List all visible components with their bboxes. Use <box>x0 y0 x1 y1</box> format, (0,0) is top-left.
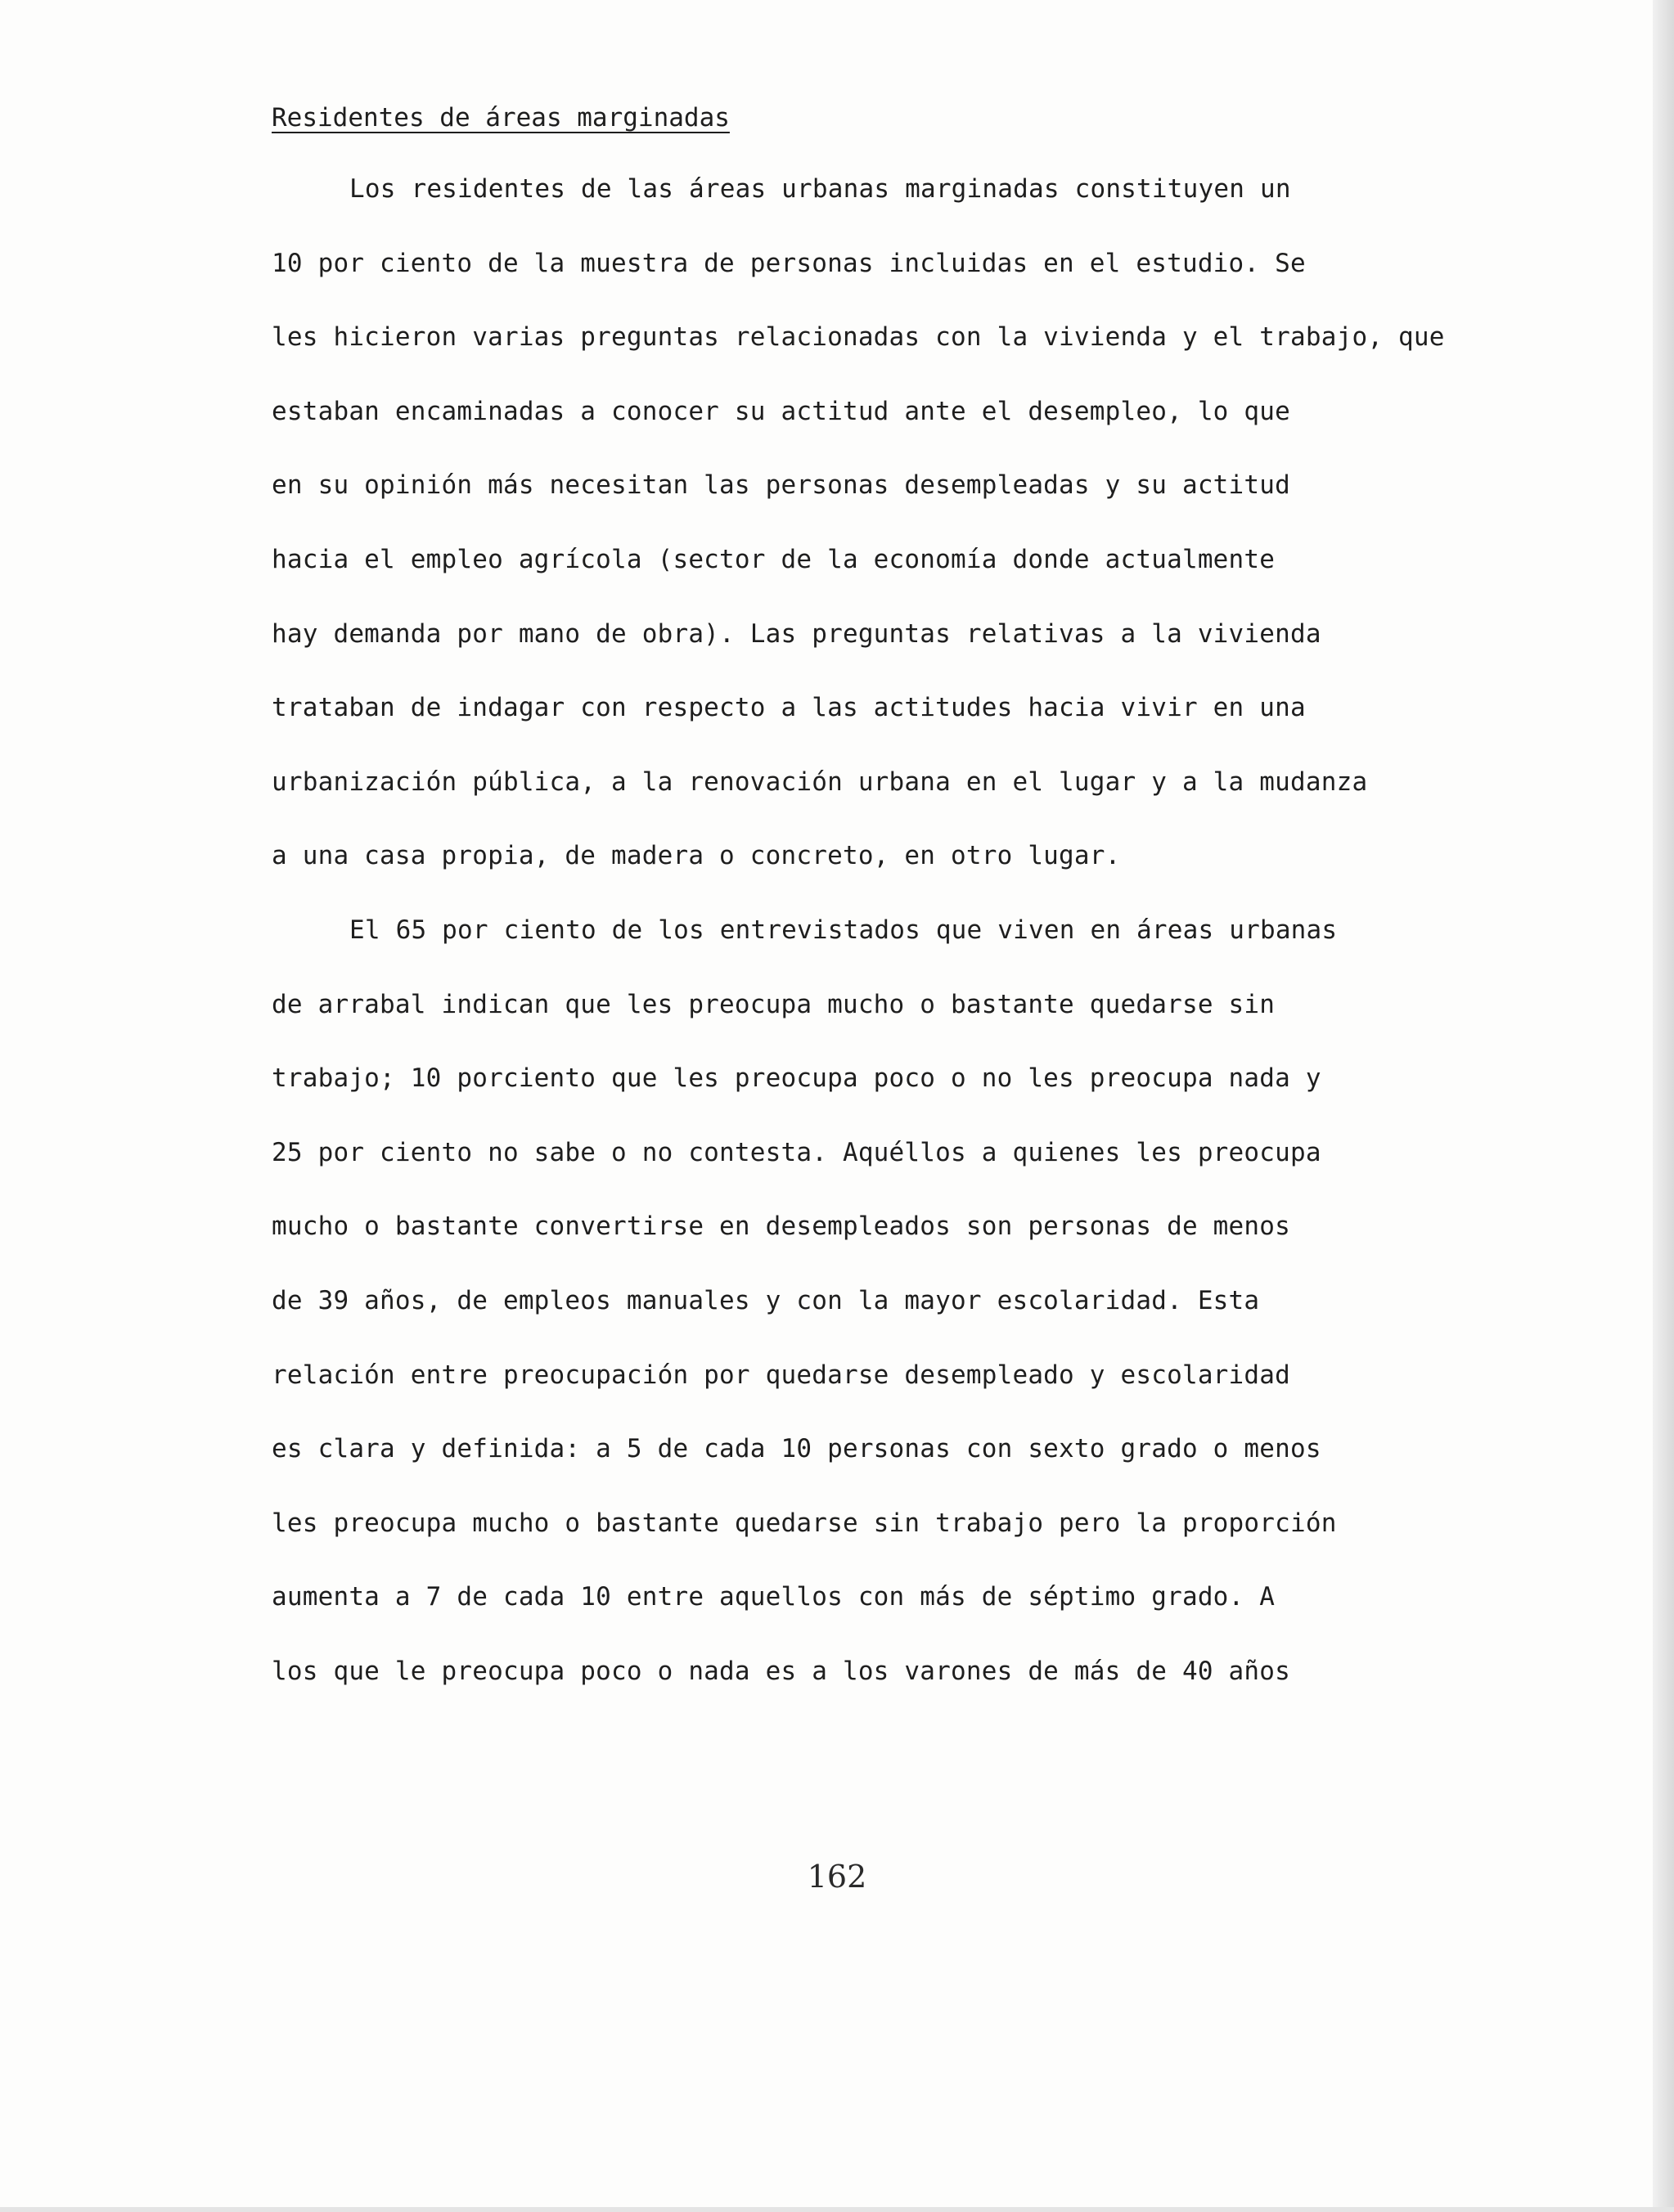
text-line: trabajo; 10 porciento que les preocupa poco o no les preocupa nada y <box>272 1063 1321 1094</box>
text-line: aumenta a 7 de cada 10 entre aquellos con más de séptimo grado. A <box>272 1582 1276 1612</box>
text-line: Los residentes de las áreas urbanas marginadas constituyen un <box>349 174 1291 204</box>
section-heading <box>272 95 1523 141</box>
page-bottom-edge <box>0 2207 1674 2212</box>
text-line: estaban encaminadas a conocer su actitud ante el desempleo, lo que <box>272 396 1290 426</box>
text-line: de arrabal indican que les preocupa mucho o bastante quedarse sin <box>272 989 1276 1019</box>
text-line: de 39 años, de empleos manuales y con la mayor escolaridad. Esta <box>272 1285 1260 1315</box>
page-number: 162 <box>807 1859 867 1895</box>
text-line: hacia el empleo agrícola (sector de la economía donde actualmente <box>272 544 1276 574</box>
text-line: 25 por ciento no sabe o no contesta. Aquéllos a quienes les preocupa <box>272 1137 1321 1167</box>
heading-text: Residentes de áreas marginadas <box>272 103 730 133</box>
text-line: a una casa propia, de madera o concreto, en otro lugar. <box>272 841 1121 871</box>
text-line: en su opinión más necesitan las personas desempleadas y su actitud <box>272 470 1290 501</box>
text-line: El 65 por ciento de los entrevistados que viven en áreas urbanas <box>349 915 1338 945</box>
text-line: urbanización pública, a la renovación urbana en el lugar y a la mudanza <box>272 767 1368 797</box>
text-line: 10 por ciento de la muestra de personas incluidas en el estudio. Se <box>272 248 1306 278</box>
text-line: trataban de indagar con respecto a las actitudes hacia vivir en una <box>272 693 1306 723</box>
text-line: les hicieron varias preguntas relacionadas con la vivienda y el trabajo, que <box>272 322 1445 353</box>
body-text <box>272 95 1523 1708</box>
text-line: mucho o bastante convertirse en desempleados son personas de menos <box>272 1212 1290 1242</box>
text-line: es clara y definida: a 5 de cada 10 personas con sexto grado o menos <box>272 1434 1321 1464</box>
text-line: hay demanda por mano de obra). Las preguntas relativas a la vivienda <box>272 618 1321 649</box>
text-line: los que le preocupa poco o nada es a los varones de más de 40 años <box>272 1656 1290 1686</box>
text-line: les preocupa mucho o bastante quedarse sin trabajo pero la proporción <box>272 1508 1337 1538</box>
text-line: relación entre preocupación por quedarse desempleado y escolaridad <box>272 1360 1290 1390</box>
